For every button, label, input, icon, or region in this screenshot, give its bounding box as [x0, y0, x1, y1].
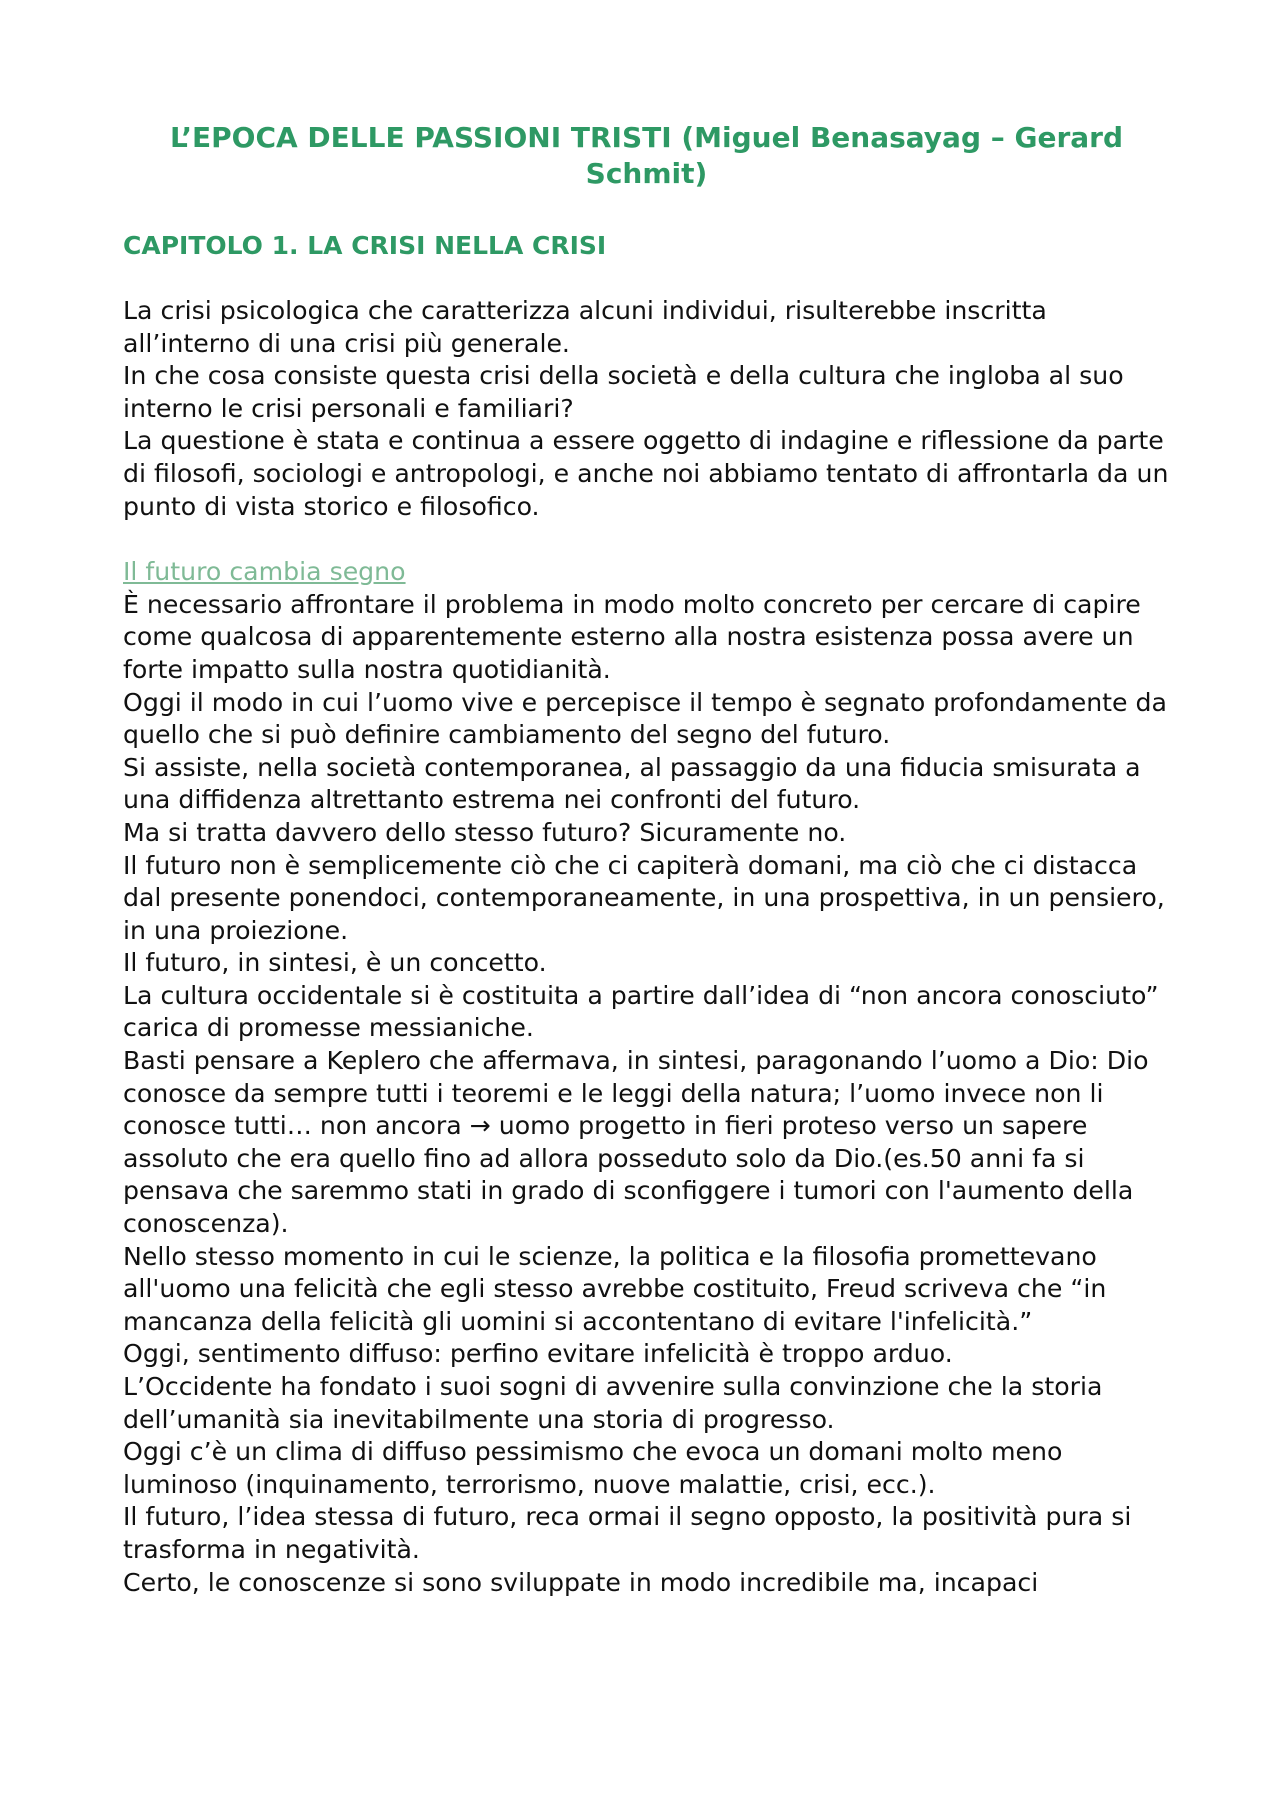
- paragraph: Oggi il modo in cui l’uomo vive e percepisce il tempo è segnato profondamente da quello che si può definire cambiamento del segno del futuro.: [123, 687, 1167, 750]
- paragraph: La questione è stata e continua a essere oggetto di indagine e riflessione da parte di filosofi, sociologi e antropologi, e anche noi abbiamo tentato di affrontarla da un punto di vista storico e filosofico.: [123, 426, 1169, 521]
- chapter-heading: CAPITOLO 1. LA CRISI NELLA CRISI: [123, 231, 607, 260]
- paragraph: Oggi, sentimento diffuso: perfino evitare infelicità è troppo arduo.: [123, 1339, 953, 1369]
- paragraph: L’Occidente ha fondato i suoi sogni di avvenire sulla convinzione che la storia dell’umanità sia inevitabilmente una storia di progresso.: [123, 1372, 1103, 1434]
- paragraph: La cultura occidentale si è costituita a partire dall’idea di “non ancora conosciuto” carica di promesse messianiche.: [123, 980, 1159, 1043]
- paragraph: Il futuro non è semplicemente ciò che ci capiterà domani, ma ciò che ci distacca dal presente ponendoci, contemporaneamente, in una prospettiva, in un pensiero, in una proiezione.: [123, 850, 1165, 945]
- paragraph: La crisi psicologica che caratterizza alcuni individui, risulterebbe inscritta all’interno di una crisi più generale.: [123, 296, 1047, 358]
- paragraph: Oggi c’è un clima di diffuso pessimismo che evoca un domani molto meno luminoso (inquinamento, terrorismo, nuove malattie, crisi, ecc.).: [123, 1437, 1063, 1499]
- paragraph: Nello stesso momento in cui le scienze, la politica e la filosofia promettevano all'uomo una felicità che egli stesso avrebbe costituito, Freud scriveva che “in mancanza della felicità gli uomini si accontentano di evitare l'infelicità.”: [123, 1241, 1107, 1336]
- paragraph: In che cosa consiste questa crisi della società e della cultura che ingloba al suo interno le crisi personali e familiari?: [123, 361, 1124, 423]
- paragraph: Basti pensare a Keplero che affermava, in sintesi, paragonando l’uomo a Dio: Dio conosce da sempre tutti i teoremi e le leggi della natura; l’uomo invece non li conosce tutti… non ancora → uomo progetto in fieri proteso verso un sapere assoluto che era quello fino ad allora posseduto solo da Dio.(es.50 anni fa si pensava che saremmo stati in grado di sconfiggere i tumori con l'aumento della conoscenza).: [123, 1046, 1149, 1239]
- paragraph: Certo, le conoscenze si sono sviluppate in modo incredibile ma, incapaci: [123, 1567, 1039, 1597]
- paragraph: Il futuro, l’idea stessa di futuro, reca ormai il segno opposto, la positività pura si trasforma in negatività.: [123, 1502, 1132, 1564]
- document-title: L’EPOCA DELLE PASSIONI TRISTI (Miguel Benasayag – Gerard Schmit): [169, 121, 1124, 190]
- paragraph: È necessario affrontare il problema in modo molto concreto per cercare di capire come qualcosa di apparentemente esterno alla nostra esistenza possa avere un forte impatto sulla nostra quotidianità.: [123, 589, 1141, 684]
- paragraph: Si assiste, nella società contemporanea, al passaggio da una fiducia smisurata a una diffidenza altrettanto estrema nei confronti del futuro.: [123, 752, 1141, 815]
- section-body: [123, 589, 1170, 1599]
- section-heading: Il futuro cambia segno: [123, 557, 406, 587]
- paragraph: Ma si tratta davvero dello stesso futuro? Sicuramente no.: [123, 817, 847, 847]
- intro-section: [123, 295, 1170, 523]
- paragraph: Il futuro, in sintesi, è un concetto.: [123, 948, 547, 978]
